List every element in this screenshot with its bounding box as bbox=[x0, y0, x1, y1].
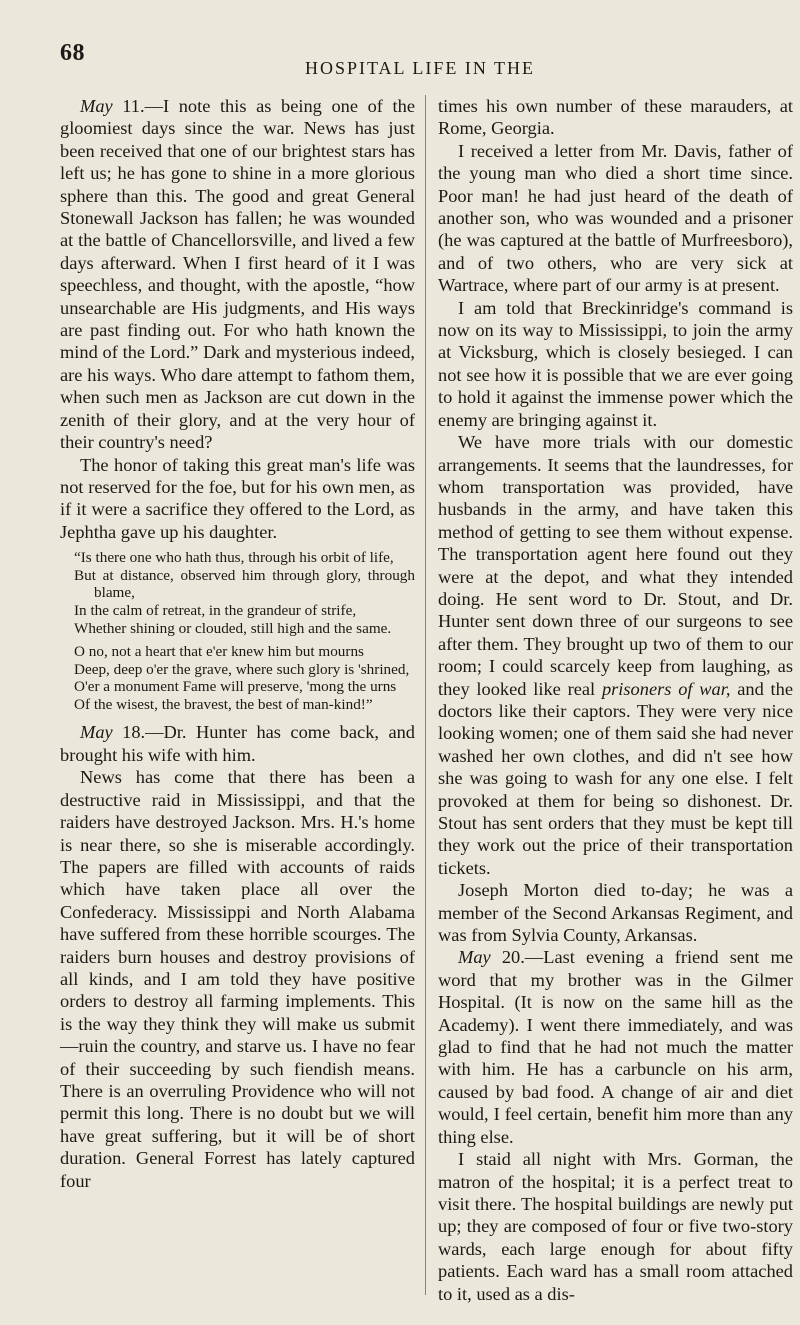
paragraph-may-20 bbox=[438, 946, 793, 1148]
paragraph-text: 18.—Dr. Hunter has come back, and brought his wife with him. bbox=[60, 722, 415, 765]
poem-line: But at distance, observed him through glory, through blame, bbox=[74, 566, 415, 602]
poem-line: Whether shining or clouded, still high and the same. bbox=[74, 619, 392, 637]
right-column bbox=[438, 95, 793, 1305]
paragraph-raid-news: News has come that there has been a destructive raid in Mississippi, and that the raiders have destroyed Jackson. Mrs. H.'s home is near there, so she is miserable accordingly. The papers are filled with accounts of raids which have taken place all over the Confederacy. Mississippi and North Alabama have suffered from these horrible scourges. The raiders burn houses and destroy provisions of all kinds, and I am told they have positive orders to destroy all farming implements. This is the way they think they will make us submit—ruin the country, and starve us. I have no fear of their succeeding by such fiendish means. There is an overruling Providence who will not permit this long. There is no doubt but we will have great suffering, but it will be of short duration. General Forrest has lately captured four bbox=[60, 767, 415, 1191]
poem-line: O'er a monument Fame will preserve, 'mong the urns bbox=[74, 678, 397, 696]
poem-quotation bbox=[60, 549, 415, 713]
poem-line: In the calm of retreat, in the grandeur of strife, bbox=[74, 601, 357, 619]
poem-stanza bbox=[60, 643, 415, 713]
left-column bbox=[60, 95, 415, 1192]
date-label: May bbox=[458, 947, 491, 968]
page-number: 68 bbox=[60, 40, 85, 66]
paragraph-text: 20.—Last evening a friend sent me word that my brother was in the Gilmer Hospital. (It is now on the same hill as the Academy). I went there immediately, and was glad to find that he had not much the matter with him. He has a carbuncle on his arm, caused by bad food. A change of air and diet would, I feel certain, benefit him more than any thing else. bbox=[438, 947, 793, 1147]
paragraph-gorman: I staid all night with Mrs. Gorman, the matron of the hospital; it is a perfect treat to visit there. The hospital buildings are newly put up; they are composed of four or five two-story wards, each large enough for about fifty patients. Each ward has a small room attached to it, used as a dis- bbox=[438, 1149, 793, 1304]
running-title: HOSPITAL LIFE IN THE bbox=[304, 58, 536, 78]
paragraph-may-11 bbox=[60, 95, 415, 454]
paragraph-laundresses bbox=[438, 431, 793, 879]
paragraph-breckinridge: I am told that Breckinridge's command is now on its way to Mississippi, to join the army at Vicksburg, which is closely besieged. I can not see how it is possible that we are ever going to hold it against the immense power which the enemy are bringing against it. bbox=[438, 297, 793, 430]
paragraph-may-18 bbox=[60, 721, 415, 766]
poem-stanza bbox=[60, 549, 415, 637]
paragraph-text: We have more trials with our domestic arrangements. It seems that the laundresses, for whom transportation was provided, have husbands in the army, and have taken this method of getting to see them without expense. The transportation agent here found out they were at the depot, and what they intended doing. He sent word to Dr. Stout, and Dr. Hunter sent down three of our surgeons to see after them. They brought up two of them to our room; I could scarcely keep from laughing, as they looked like real bbox=[438, 432, 793, 699]
poem-line: Deep, deep o'er the grave, where such glory is 'shrined, bbox=[74, 660, 410, 678]
emphasis-text: prisoners of war, bbox=[601, 678, 731, 699]
poem-line: Of the wisest, the bravest, the best of man-kind!” bbox=[74, 695, 373, 713]
paragraph-continuation: times his own number of these marauders, at Rome, Georgia. bbox=[438, 96, 793, 139]
date-label: May bbox=[80, 96, 113, 116]
paragraph-text: 11.—I note this as being one of the gloomiest days since the war. News has just been received that one of our brightest stars has left us; he has gone to shine in a more glorious sphere than this. The good and great General Stonewall Jackson has fallen; he was wounded at the battle of Chancellorsville, and lived a few days afterward. When I first heard of it I was speechless, and thought, with the apostle, “how unsearchable are His judgments, and His ways are past finding out. For who hath known the mind of the Lord.” Dark and mysterious indeed, are his ways. Who dare attempt to fathom them, when such men as Jackson are cut down in the zenith of their glory, and at the very hour of their country's need? bbox=[60, 96, 415, 453]
paragraph-morton: Joseph Morton died to-day; he was a member of the Second Arkansas Regiment, and was from Sylvia County, Arkansas. bbox=[438, 880, 793, 946]
date-label: May bbox=[80, 722, 113, 743]
poem-line: “Is there one who hath thus, through his orbit of life, bbox=[74, 549, 394, 567]
paragraph-honor: The honor of taking this great man's life was not reserved for the foe, but for his own men, as if it were a sacrifice they offered to the Lord, as Jephtha gave up his daughter. bbox=[60, 454, 415, 542]
column-divider bbox=[425, 95, 426, 1295]
poem-line: O no, not a heart that e'er knew him but mourns bbox=[74, 643, 364, 661]
paragraph-davis-letter: I received a letter from Mr. Davis, father of the young man who died a short time since. Poor man! he had just heard of the death of another son, who was wounded and a prisoner (he was captured at the battle of Murfreesboro), and of two others, who are very sick at Wartrace, where part of our army is at present. bbox=[438, 140, 793, 296]
paragraph-text: and the doctors like their captors. They were very nice looking women; one of them said she had never washed her own clothes, and did n't see how she was going to wash for any one else. I felt provoked at them for being so dishonest. Dr. Stout has sent orders that they must be kept till they work out the price of their transportation tickets. bbox=[438, 678, 794, 878]
